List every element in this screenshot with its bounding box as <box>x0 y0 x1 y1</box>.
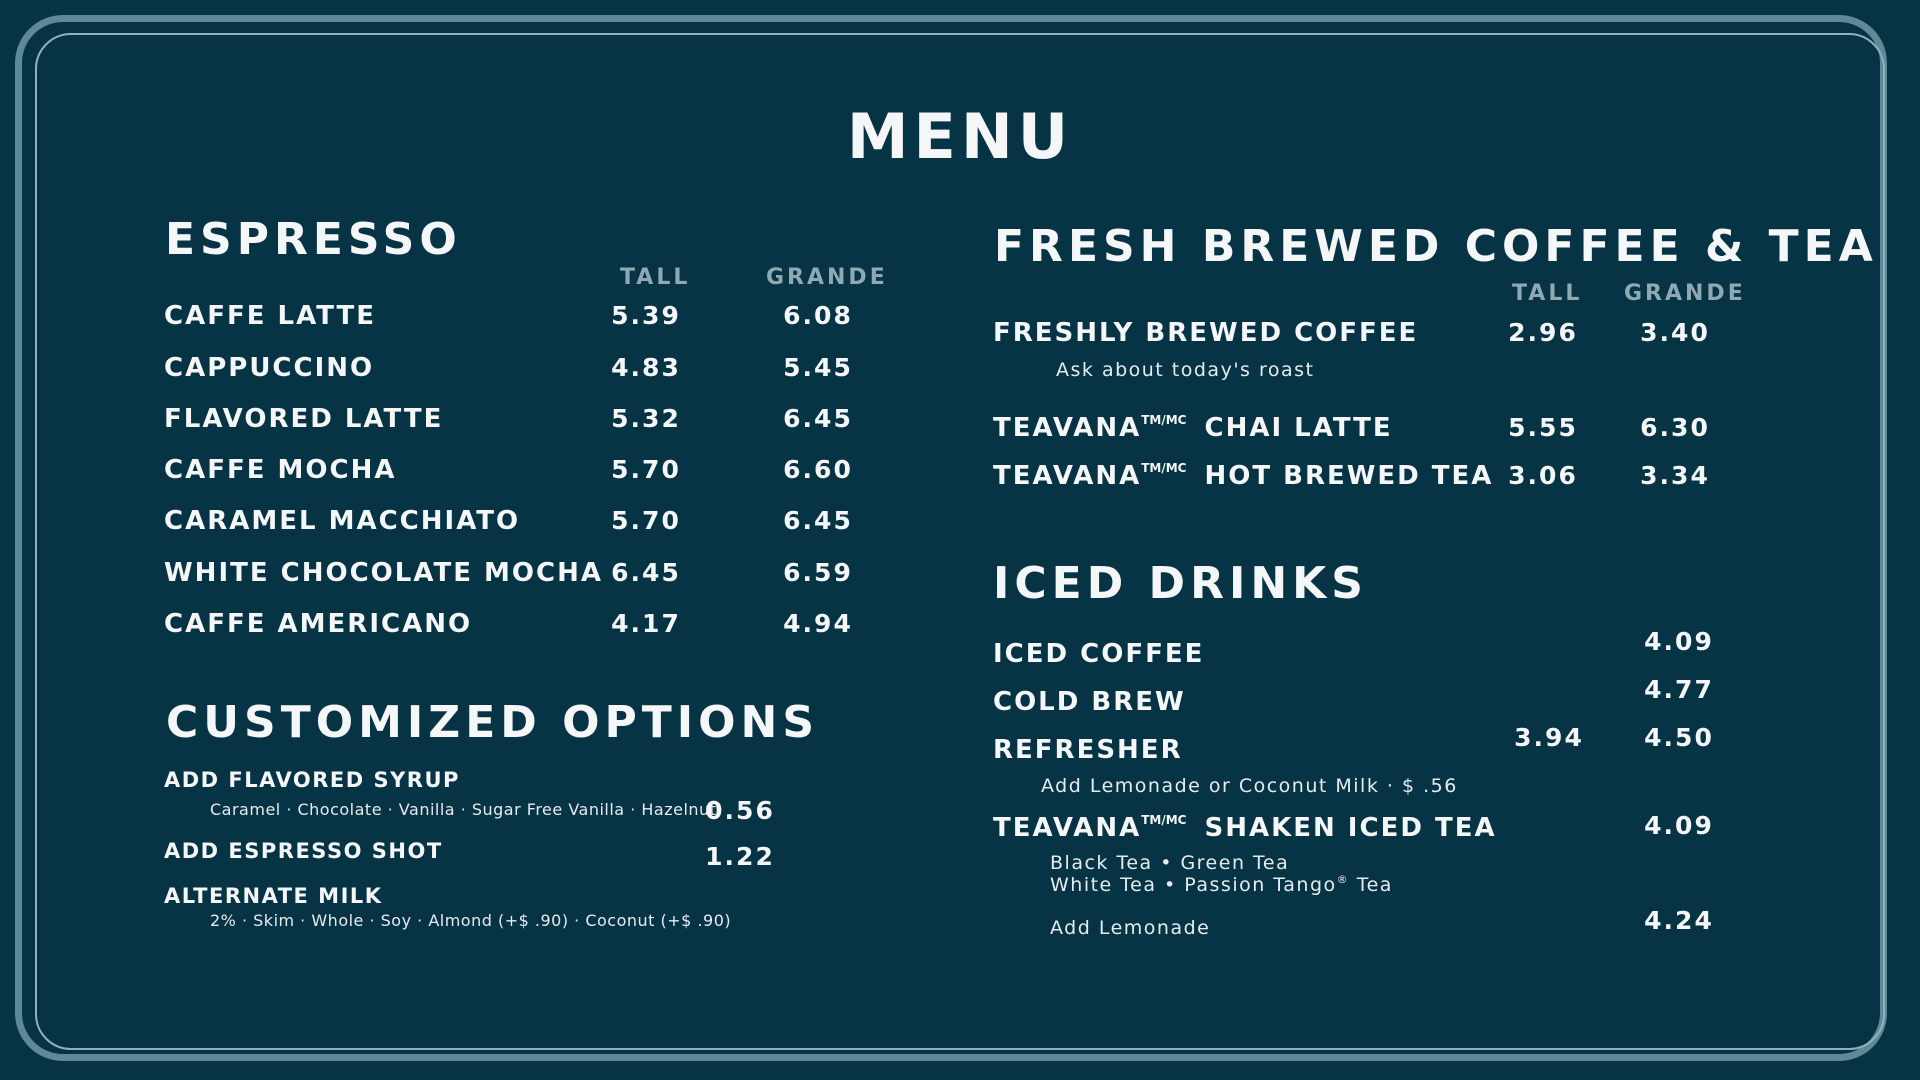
trademark-mark: TM/MC <box>1141 813 1187 827</box>
option-alternate-milk: ALTERNATE MILK <box>164 884 383 908</box>
menu-item-name: CAPPUCCINO <box>164 353 375 383</box>
espresso-col-tall: TALL <box>620 265 691 290</box>
menu-item-name: COLD BREW <box>993 687 1186 717</box>
menu-item-grande-price: 3.34 <box>1640 461 1710 490</box>
menu-title: MENU <box>846 100 1074 173</box>
shaken-tea-varieties-text: White Tea • Passion Tango <box>1050 874 1337 896</box>
shaken-tea-varieties-tail: Tea <box>1349 874 1393 896</box>
customized-options-heading: CUSTOMIZED OPTIONS <box>166 697 820 748</box>
menu-item-grande-price: 6.45 <box>783 404 853 433</box>
menu-item-grande-price: 5.45 <box>783 353 853 382</box>
menu-item-tall-price: 4.17 <box>611 609 681 638</box>
refresher-addon-note: Add Lemonade or Coconut Milk · $ .56 <box>1041 775 1458 797</box>
coffee-roast-note: Ask about today's roast <box>1056 359 1315 381</box>
menu-item-grande-price: 6.60 <box>783 455 853 484</box>
menu-item-name: FRESHLY BREWED COFFEE <box>993 318 1419 348</box>
menu-item-tall-price: 5.70 <box>611 455 681 484</box>
menu-item-tall-price: 4.83 <box>611 353 681 382</box>
add-lemonade-price: 4.24 <box>1644 906 1714 935</box>
menu-item-grande-price: 3.40 <box>1640 318 1710 347</box>
option-milk-choices: 2% · Skim · Whole · Soy · Almond (+$ .90) · Coconut (+$ .90) <box>210 911 732 930</box>
menu-item-tall-price: 5.39 <box>611 301 681 330</box>
shaken-iced-tea-name: SHAKEN ICED TEA <box>1204 813 1497 843</box>
option-flavored-syrup: ADD FLAVORED SYRUP <box>164 768 460 792</box>
menu-item-name <box>993 461 1493 491</box>
option-syrup-flavors: Caramel · Chocolate · Vanilla · Sugar Free Vanilla · Hazelnut <box>210 800 717 819</box>
menu-item-tall-price: 5.55 <box>1508 413 1578 442</box>
option-syrup-price: 0.56 <box>705 796 775 825</box>
menu-item-name <box>993 413 1393 443</box>
trademark-mark: TM/MC <box>1141 413 1187 427</box>
brewed-col-tall: TALL <box>1512 281 1583 306</box>
menu-item-tall-price: 3.94 <box>1514 723 1584 752</box>
menu-item-name: ICED COFFEE <box>993 639 1205 669</box>
menu-item-name: CAFFE LATTE <box>164 301 377 331</box>
espresso-col-grande: GRANDE <box>766 265 888 290</box>
teavana-brand: TEAVANA <box>993 813 1142 843</box>
menu-item-name <box>993 813 1497 843</box>
menu-item-grande-price: 4.77 <box>1644 675 1714 704</box>
menu-item-grande-price: 4.50 <box>1644 723 1714 752</box>
shaken-tea-varieties-line1: Black Tea • Green Tea <box>1050 852 1290 874</box>
menu-item-name: FLAVORED LATTE <box>164 404 444 434</box>
menu-item-grande-price: 6.08 <box>783 301 853 330</box>
menu-item-tall-price: 2.96 <box>1508 318 1578 347</box>
option-espresso-shot: ADD ESPRESSO SHOT <box>164 839 443 863</box>
hot-brewed-tea-name: HOT BREWED TEA <box>1204 461 1494 491</box>
chai-latte-name: CHAI LATTE <box>1204 413 1393 443</box>
teavana-brand: TEAVANA <box>993 413 1142 443</box>
iced-drinks-heading: ICED DRINKS <box>993 558 1368 609</box>
menu-item-name: CAFFE AMERICANO <box>164 609 473 639</box>
menu-item-grande-price: 6.45 <box>783 506 853 535</box>
menu-item-grande-price: 4.09 <box>1644 627 1714 656</box>
shaken-tea-varieties-line2 <box>1050 873 1393 896</box>
menu-item-name: CARAMEL MACCHIATO <box>164 506 521 536</box>
menu-item-tall-price: 5.70 <box>611 506 681 535</box>
menu-item-grande-price: 4.94 <box>783 609 853 638</box>
menu-item-name: WHITE CHOCOLATE MOCHA <box>164 558 603 588</box>
menu-item-name: CAFFE MOCHA <box>164 455 397 485</box>
registered-mark: ® <box>1336 873 1350 886</box>
brewed-heading: FRESH BREWED COFFEE & TEA <box>994 221 1878 272</box>
menu-item-grande-price: 4.09 <box>1644 811 1714 840</box>
brewed-col-grande: GRANDE <box>1624 281 1746 306</box>
menu-item-tall-price: 5.32 <box>611 404 681 433</box>
teavana-brand: TEAVANA <box>993 461 1142 491</box>
menu-item-grande-price: 6.30 <box>1640 413 1710 442</box>
add-lemonade-label: Add Lemonade <box>1050 917 1211 939</box>
espresso-heading: ESPRESSO <box>165 214 462 265</box>
menu-item-name: REFRESHER <box>993 735 1183 765</box>
menu-item-tall-price: 6.45 <box>611 558 681 587</box>
trademark-mark: TM/MC <box>1141 461 1187 475</box>
menu-item-grande-price: 6.59 <box>783 558 853 587</box>
option-shot-price: 1.22 <box>705 842 775 871</box>
menu-item-tall-price: 3.06 <box>1508 461 1578 490</box>
